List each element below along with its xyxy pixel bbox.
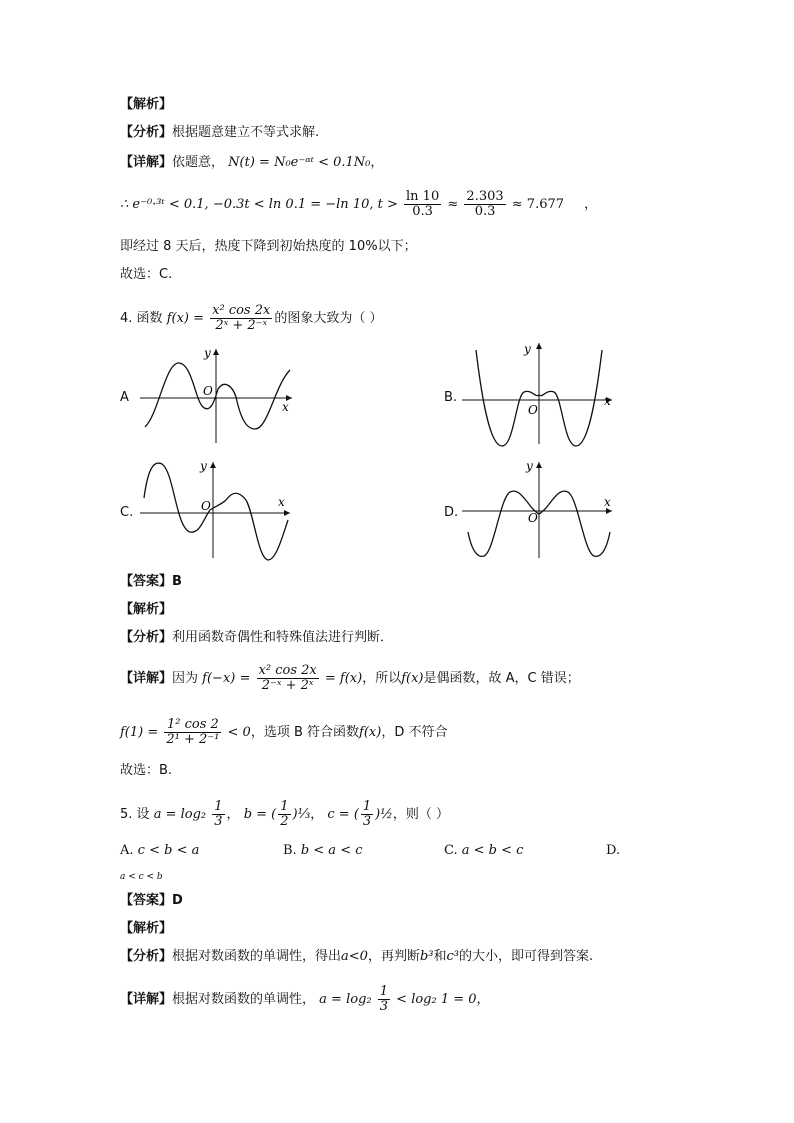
graph-b-origin: O [528, 403, 538, 417]
graph-c-x-label: x [278, 495, 285, 509]
graph-d [462, 458, 617, 562]
conclusion-line: 即经过 8 天后，热度下降到初始热度的 10%以下； [120, 239, 417, 254]
section-header-analysis: 【解析】 [120, 97, 173, 112]
graph-d-label: D. [444, 505, 459, 520]
answer-5: 【答案】D [120, 893, 183, 908]
fraction-ln10: $\frac{\ln 10}{0.3}$ [406, 189, 440, 219]
analysis-text: 根据题意建立不等式求解. [172, 125, 320, 140]
question-5: 5. 设 a = log₂ $\frac{1}{3}$ ， b = ( $\frac{1}{2}$ )⅓， c = ( $\frac{1}{3}$ )½，则（ ） [120, 799, 449, 829]
graph-a-y-label: y [204, 346, 211, 360]
graph-d-y-label: y [526, 459, 533, 473]
detail-text: 依题意， [172, 155, 225, 170]
graph-c [140, 458, 295, 562]
detail-4-line: 【详解】因为 f(−x) = $\frac{\text{x² cos 2x}}{\text{2⁻ˣ + 2ˣ}}$ = f(x)，所以f(x)是偶函数，故 A，C 错误； [120, 663, 580, 693]
choose-4: 故选：B. [120, 763, 173, 778]
label-detail: 【详解】 [120, 155, 173, 170]
answer-4: 【答案】B [120, 574, 182, 589]
graph-a [140, 345, 295, 445]
detail-5-line: 【详解】根据对数函数的单调性， a = log₂ $\frac{1}{3}$ < log₂ 1 = 0， [120, 984, 490, 1014]
graph-b [462, 340, 617, 452]
analysis-header-5: 【解析】 [120, 921, 173, 936]
graph-b-x-label: x [604, 394, 611, 408]
detail-4-fraction: $\frac{\text{x² cos 2x}}{\text{2⁻ˣ + 2ˣ}}$ [258, 663, 317, 693]
decay-formula: N(t) = N₀e⁻ᵅᵗ < 0.1N₀ [228, 155, 371, 170]
detail-tail: ， [370, 155, 384, 170]
analysis-4-line: 【分析】利用函数奇偶性和特殊值法进行判断． [120, 630, 394, 645]
q5-option-b: B. b < a < c [283, 843, 363, 858]
analysis-line [120, 124, 319, 142]
fraction-2303: $\frac{2.303}{0.3}$ [466, 189, 504, 219]
graph-c-label: C. [120, 505, 134, 520]
graph-c-y-label: y [200, 459, 207, 473]
detail-line [120, 154, 383, 172]
question-4: 4. 函数 f(x) = $\frac{\text{x² cos 2x}}{\text{2ˣ + 2⁻ˣ}}$ 的图象大致为（ ） [120, 303, 383, 333]
q5-option-c: C. a < b < c [444, 843, 524, 858]
approx-result: ≈ 7.677 [511, 197, 565, 212]
q4-fraction: $\frac{\text{x² cos 2x}}{\text{2ˣ + 2⁻ˣ}}$ [212, 303, 271, 333]
choose-line: 故选：C. [120, 267, 173, 282]
graph-d-x-label: x [604, 495, 611, 509]
graph-a-x-label: x [282, 400, 289, 414]
inequality-chain: ∴ e⁻⁰·³ᵗ < 0.1, −0.3t < ln 0.1 = −ln 10, t > [120, 197, 398, 212]
therefore-line: ∴ e⁻⁰·³ᵗ < 0.1, −0.3t < ln 0.1 = −ln 10, t > $\frac{\ln 10}{0.3}$ ≈ $\frac{2.303}{0.3}$ ≈ 7.677 ， [120, 189, 598, 219]
q5-option-d: D. [606, 843, 621, 858]
analysis-5-line: 【分析】根据对数函数的单调性，得出a<0，再判断b³和c³的大小，即可得到答案. [120, 949, 594, 964]
graph-d-origin: O [528, 511, 538, 525]
q5-option-d-expr: a < c < b [120, 872, 163, 882]
graph-c-origin: O [201, 499, 211, 513]
graph-b-label: B. [444, 390, 458, 405]
f1-fraction: $\frac{\text{1² cos 2}}{\text{2¹ + 2⁻¹}}$ [166, 717, 220, 747]
f1-line: f(1) = $\frac{\text{1² cos 2}}{\text{2¹ + 2⁻¹}}$ < 0，选项 B 符合函数f(x)，D 不符合 [120, 717, 448, 747]
graph-a-label: A [120, 390, 129, 405]
graph-b-y-label: y [524, 342, 531, 356]
label-analysis: 【分析】 [120, 125, 173, 140]
graph-a-origin: O [203, 384, 213, 398]
analysis-header-4: 【解析】 [120, 602, 173, 617]
q5-option-a: A. c < b < a [120, 843, 200, 858]
